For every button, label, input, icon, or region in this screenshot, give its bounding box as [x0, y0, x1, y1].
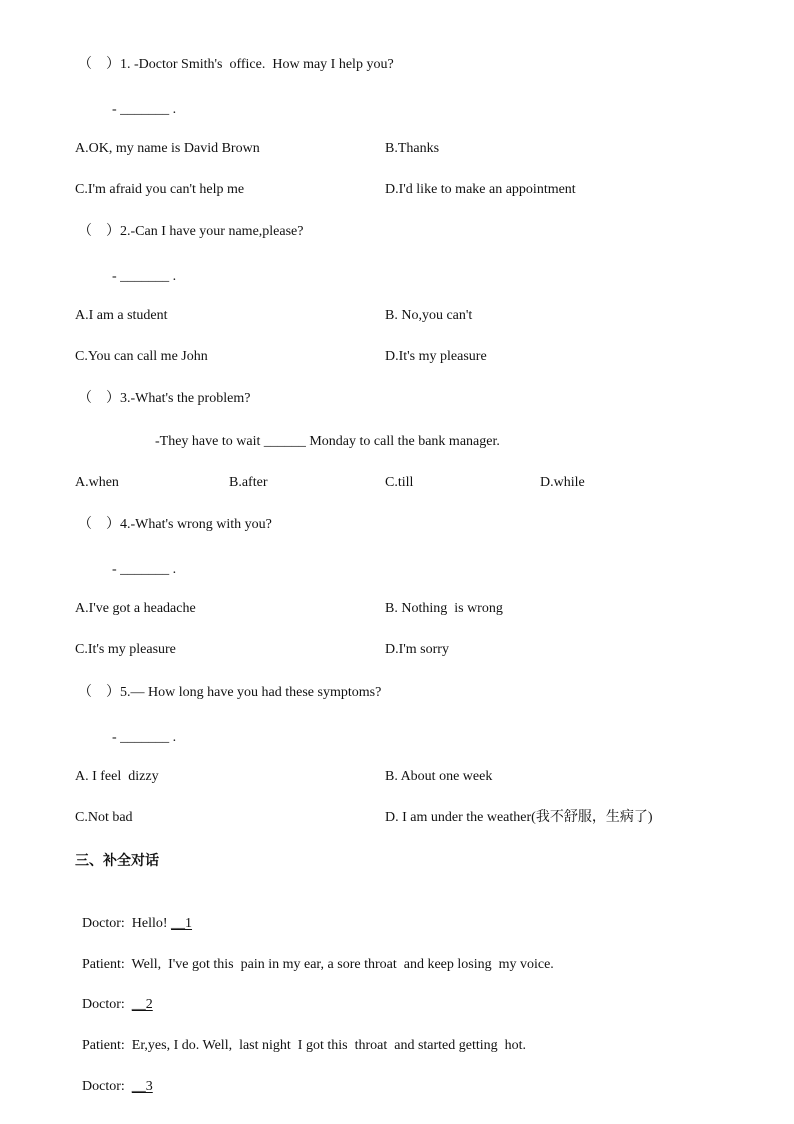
question-5-option-a: A. I feel dizzy: [75, 769, 159, 784]
dialogue-line-4-text: Patient: Er,yes, I do. Well, last night I got this throat and started getting hot.: [82, 1038, 527, 1053]
question-4-option-c: C.It's my pleasure: [75, 642, 176, 657]
dialogue-line-5: [75, 1060, 153, 1096]
question-5-stem: （ ）5.— How long have you had these symptoms?: [78, 685, 382, 700]
question-3-option-a: A.when: [75, 475, 119, 490]
question-5-option-c: C.Not bad: [75, 810, 133, 825]
question-4-option-b: B. Nothing is wrong: [385, 601, 503, 616]
question-1-option-c: C.I'm afraid you can't help me: [75, 182, 245, 197]
question-2-option-d: D.It's my pleasure: [385, 349, 487, 364]
question-4-option-d: D.I'm sorry: [385, 642, 449, 657]
question-1-reply: - _______ .: [112, 102, 177, 117]
dialogue-line-4: [75, 1019, 526, 1055]
question-4-reply: - _______ .: [112, 562, 177, 577]
dialogue-line-3: [75, 978, 153, 1014]
dialogue-blank-1: __1: [171, 916, 193, 931]
question-1-option-a: A.OK, my name is David Brown: [75, 141, 260, 156]
dialogue-line-5-text: Doctor:: [82, 1079, 132, 1094]
dialogue-line-1: [75, 897, 192, 933]
dialogue-line-2: [75, 938, 554, 974]
question-1-option-b: B.Thanks: [385, 141, 440, 156]
question-3-option-b: B.after: [229, 475, 268, 490]
question-4-stem: （ ）4.-What's wrong with you?: [78, 517, 272, 532]
dialogue-line-3-text: Doctor:: [82, 997, 132, 1012]
question-2-option-b: B. No,you can't: [385, 308, 473, 323]
section-3-heading: 三、补全对话: [75, 853, 159, 869]
dialogue-line-2-text: Patient: Well, I've got this pain in my ear, a sore throat and keep losing my voice.: [82, 957, 554, 972]
question-1-stem: （ ）1. -Doctor Smith's office. How may I help you?: [78, 57, 394, 72]
question-3-stem: （ ）3.-What's the problem?: [78, 391, 251, 406]
dialogue-blank-3: __3: [131, 1079, 153, 1094]
question-2-stem: （ ）2.-Can I have your name,please?: [78, 224, 304, 239]
dialogue-line-1-text: Doctor: Hello!: [82, 916, 172, 931]
question-5-reply: - _______ .: [112, 730, 177, 745]
question-4-option-a: A.I've got a headache: [75, 601, 196, 616]
question-1-option-d: D.I'd like to make an appointment: [385, 182, 576, 197]
question-3-option-d: D.while: [540, 475, 585, 490]
question-2-option-a: A.I am a student: [75, 308, 168, 323]
question-3-option-c: C.till: [385, 475, 414, 490]
question-5-option-b: B. About one week: [385, 769, 493, 784]
question-2-reply: - _______ .: [112, 269, 177, 284]
question-3-reply: -They have to wait ______ Monday to call the bank manager.: [155, 434, 500, 449]
question-5-option-d: D. I am under the weather(我不舒服，生病了): [385, 810, 653, 825]
dialogue-blank-2: __2: [131, 997, 153, 1012]
question-2-option-c: C.You can call me John: [75, 349, 208, 364]
